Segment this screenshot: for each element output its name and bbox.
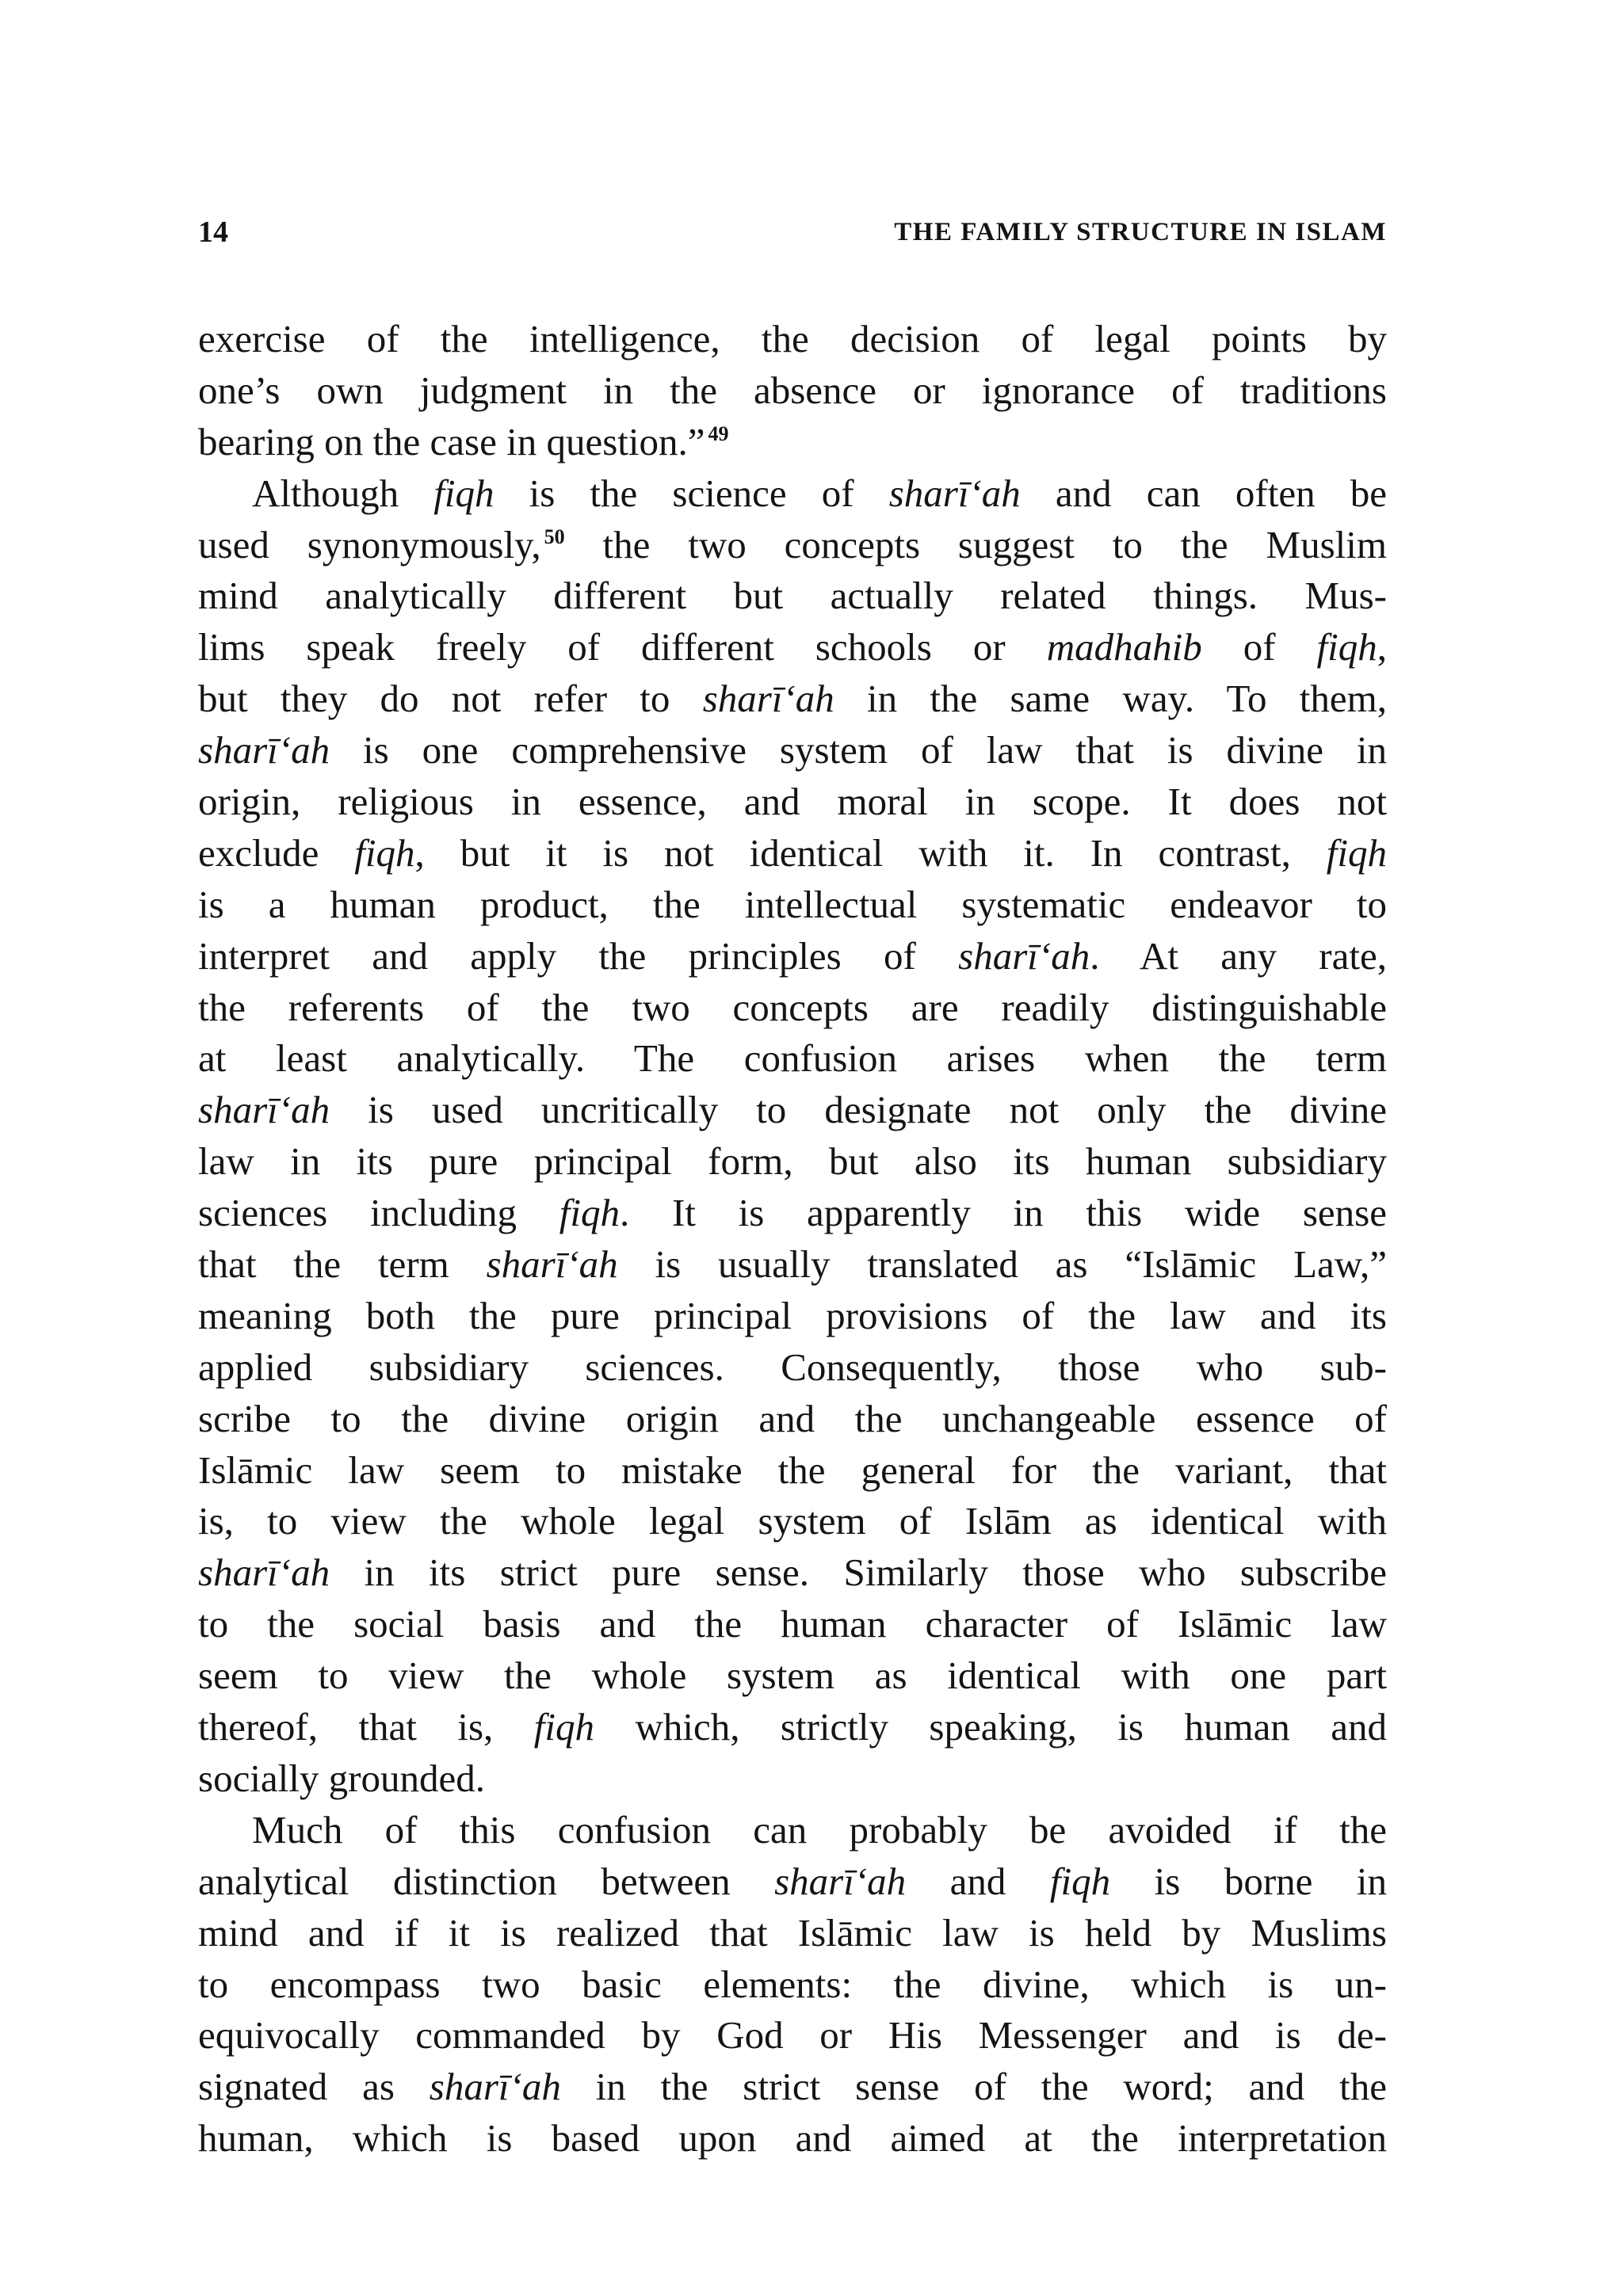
italic-term: sharī‘ah: [958, 933, 1090, 978]
italic-term: sharī‘ah: [429, 2065, 561, 2109]
text-line: the referents of the two concepts are readily distinguishable: [198, 985, 1387, 1029]
italic-term: sharī‘ah: [888, 471, 1021, 515]
text-line: lims speak freely of different schools or madhahib of fiqh,: [198, 625, 1387, 669]
text-line: exclude fiqh, but it is not identical with it. In contrast, fiqh: [198, 830, 1387, 875]
italic-term: sharī‘ah: [198, 1550, 330, 1595]
text-line: thereof, that is, fiqh which, strictly speaking, is human and: [198, 1705, 1388, 1749]
text-line: Although fiqh is the science of sharī‘ah and can often be: [252, 471, 1387, 515]
italic-term: madhahib: [1046, 625, 1202, 669]
text-line: analytical distinction between sharī‘ah and fiqh is borne in: [198, 1859, 1387, 1903]
text-line: signated as sharī‘ah in the strict sense of the word; and the: [198, 2065, 1387, 2109]
page-number: 14: [198, 215, 228, 249]
text-line: Islāmic law seem to mistake the general for the variant, that: [198, 1447, 1387, 1492]
body-text: [198, 314, 1387, 2164]
text-line: applied subsidiary sciences. Consequently, those who sub-: [198, 1344, 1387, 1389]
italic-term: fiqh: [559, 1191, 621, 1235]
text-line: used synonymously, $^{50}$ the two concepts suggest to the Muslim: [198, 522, 1387, 566]
italic-term: fiqh: [354, 830, 415, 875]
italic-term: fiqh: [533, 1705, 594, 1749]
italic-term: sharī‘ah: [198, 728, 330, 772]
italic-term: sharī‘ah: [702, 677, 834, 721]
text-line: Much of this confusion can probably be avoided if the: [252, 1807, 1387, 1852]
text-line: exercise of the intelligence, the decision of legal points by: [198, 317, 1387, 360]
italic-term: sharī‘ah: [486, 1242, 618, 1287]
italic-term: fiqh: [1316, 625, 1377, 669]
italic-term: fiqh: [433, 471, 495, 515]
text-line: mind and if it is realized that Islāmic law is held by Muslims: [198, 1910, 1387, 1955]
italic-term: sharī‘ah: [774, 1859, 907, 1903]
text-line: seem to view the whole system as identical with one part: [198, 1653, 1387, 1698]
running-head: [198, 212, 1387, 252]
text-line: sciences including fiqh. It is apparently in this wide sense: [198, 1191, 1387, 1235]
text-line: is a human product, the intellectual systematic endeavor to: [198, 882, 1387, 926]
text-line: to encompass two basic elements: the divine, which is un-: [198, 1962, 1387, 2006]
footnote-marker: 50: [544, 524, 565, 548]
italic-term: fiqh: [1049, 1859, 1111, 1903]
text-line: bearing on the case in question.” $^{49}$: [198, 419, 729, 463]
italic-term: sharī‘ah: [198, 1088, 330, 1132]
text-line: sharī‘ah is one comprehensive system of law that is divine in: [198, 728, 1387, 772]
text-line: origin, religious in essence, and moral in scope. It does not: [198, 780, 1387, 824]
italic-term: fiqh: [1326, 830, 1387, 875]
text-line: at least analytically. The confusion arises when the term: [198, 1036, 1387, 1081]
text-line: sharī‘ah in its strict pure sense. Similarly those who subscribe: [198, 1550, 1387, 1595]
text-line: scribe to the divine origin and the unchangeable essence of: [198, 1396, 1387, 1440]
text-line: but they do not refer to sharī‘ah in the same way. To them,: [198, 677, 1387, 721]
text-line: meaning both the pure principal provisions of the law and its: [198, 1293, 1387, 1337]
footnote-marker: 49: [708, 421, 729, 445]
text-line: that the term sharī‘ah is usually translated as “Islāmic Law,”: [198, 1242, 1387, 1287]
text-line: to the social basis and the human character of Islāmic law: [198, 1602, 1387, 1646]
text-line: one’s own judgment in the absence or ignorance of traditions: [198, 368, 1387, 412]
text-line: mind analytically different but actually related things. Mus-: [198, 574, 1387, 618]
text-line: is, to view the whole legal system of Islām as identical with: [198, 1499, 1387, 1543]
running-title: THE FAMILY STRUCTURE IN ISLAM: [894, 218, 1387, 246]
text-line: equivocally commanded by God or His Messenger and is de-: [198, 2013, 1387, 2058]
text-line: sharī‘ah is used uncritically to designate not only the divine: [198, 1088, 1387, 1132]
text-line: human, which is based upon and aimed at the interpretation: [198, 2116, 1387, 2161]
text-line: socially grounded.: [198, 1756, 485, 1800]
text-line: law in its pure principal form, but also its human subsidiary: [198, 1139, 1387, 1184]
text-line: interpret and apply the principles of sharī‘ah. At any rate,: [198, 933, 1387, 978]
